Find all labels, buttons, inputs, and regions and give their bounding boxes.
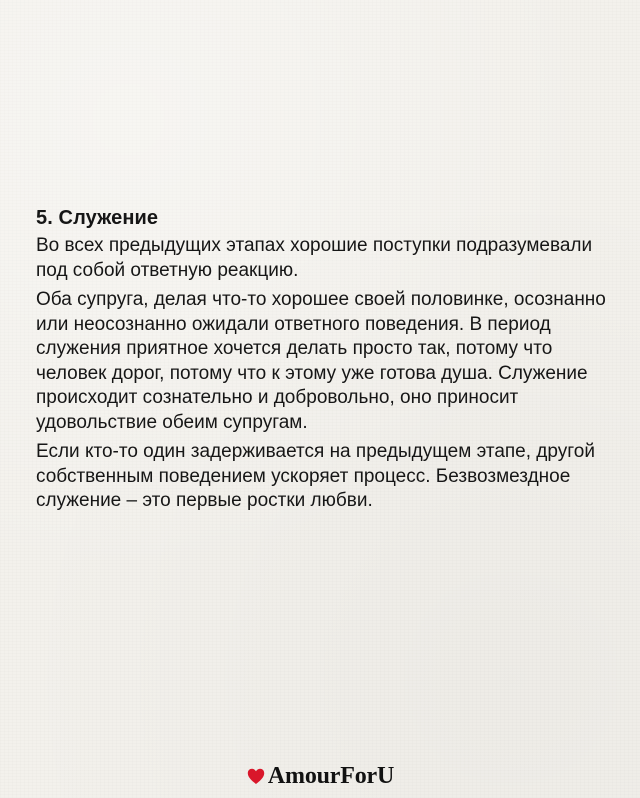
paragraph-3: Если кто-то один задерживается на предыдущем этапе, другой собственным поведением ускоряет процесс. Безвозмездное служение – это первые ростки любви. [36, 441, 595, 511]
brand-logo [0, 764, 640, 788]
heart-icon [246, 766, 266, 786]
text-card [36, 206, 616, 519]
paragraph-1: Во всех предыдущих этапах хорошие поступки подразумевали под собой ответную реакцию. [36, 235, 593, 281]
brand-name: AmourForU [267, 763, 395, 789]
paragraph-2: Оба супруга, делая что-то хорошее своей половинке, осознанно или неосознанно ожидали ответного поведения. В период служения приятное хочется делать просто так, потому что человек дорог, потому что к этому уже готова душа. Служение происходит сознательно и добровольно, оно приносит удовольствие обеим супругам. [36, 289, 606, 433]
section-heading: 5. Служение [36, 207, 159, 229]
